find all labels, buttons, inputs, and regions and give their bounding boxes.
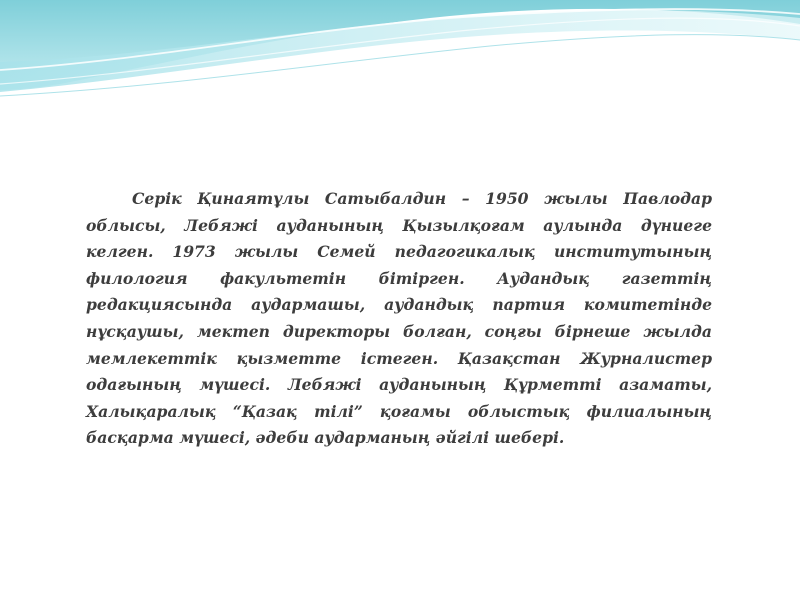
wave-header-decoration (0, 0, 800, 110)
biography-paragraph: Серік Қинаятұлы Сатыбалдин – 1950 жылы Павлодар облысы, Лебяжі ауданының Қызылқоғам аулында дүниеге келген. 1973 жылы Семей педагогикалық институтының филология факультетін бітірген. Аудандық газеттің редакциясында аудармашы, аудандық партия комитетінде нұсқаушы, мектеп директоры болған, соңғы бірнеше жылда мемлекеттік қызметте істеген. Қазақстан Журналистер одағының мүшесі. Лебяжі ауданының Құрметті азаматы, Халықаралық “Қазақ тілі” қоғамы облыстық филиалының басқарма мүшесі, әдеби аударманың әйгілі шебері. (86, 189, 712, 448)
